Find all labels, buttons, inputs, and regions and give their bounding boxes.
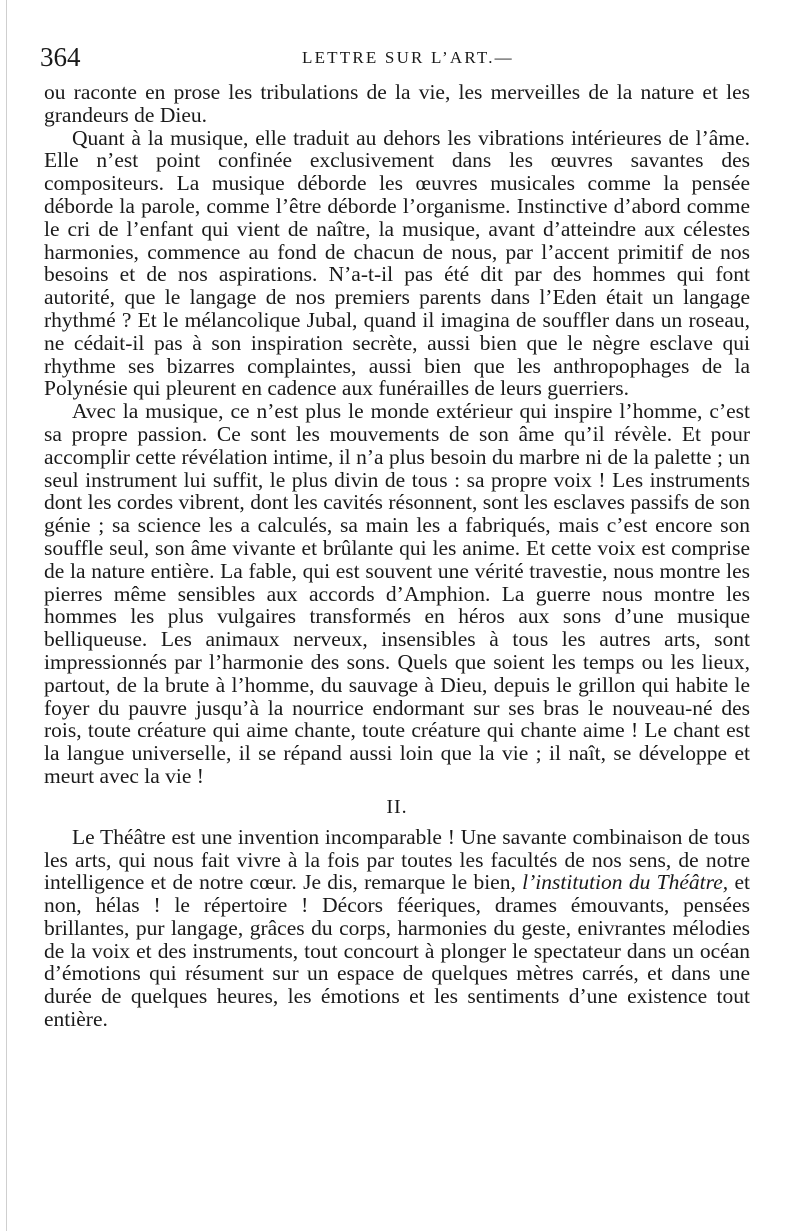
paragraph-music: Quant à la musique, elle traduit au dehors les vibrations intérieures de l’âme. Elle n’est point confinée exclusivement dans les œuvres savantes des compositeurs. La musique déborde les œuvres musicales comme la pensée déborde la parole, comme l’être déborde l’organisme. Instinctive d’abord comme le cri de l’enfant qui vient de naître, la musique, avant d’atteindre aux célestes harmonies, commence au fond de chacun de nous, par l’accent primitif de nos besoins et de nos aspirations. N’a-t-il pas été dit par des hommes qui font autorité, que le langage de nos premiers parents dans l’Eden était un langage rhythmé ? Et le mélancolique Jubal, quand il imagina de souffler dans un roseau, ne cédait-il pas à son inspiration secrète, aussi bien que le nègre esclave qui rhythme ses bizarres complaintes, aussi bien que les anthropophages de la Polynésie qui pleurent en cadence aux funérailles de leurs guerriers. [44, 125, 750, 401]
page-edge-line [6, 0, 7, 1231]
paragraph-voice: Avec la musique, ce n’est plus le monde extérieur qui inspire l’homme, c’est sa propre passion. Ce sont les mouvements de son âme qu’il révèle. Et pour accomplir cette révélation intime, il n’a plus besoin du marbre ni de la palette ; un seul instrument lui suffit, le plus divin de tous : sa propre voix ! Les instruments dont les cordes vibrent, dont les cavités résonnent, sont les esclaves passifs de son génie ; sa science les a calculés, sa main les a fabriqués, mais c’est encore son souffle seul, son âme vivante et brûlante qui les anime. Et cette voix est comprise de la nature entière. La fable, qui est souvent une vérité travestie, nous montre les pierres même sensibles aux accords d’Amphion. La guerre nous montre les hommes les plus vulgaires transformés en héros aux sons d’une musique belliqueuse. Les animaux nerveux, insensibles à tous les autres arts, sont impressionnés par l’harmonie des sons. Quels que soient les temps ou les lieux, partout, de la brute à l’homme, du sauvage à Dieu, depuis le grillon qui habite le foyer du pauvre jusqu’à la nourrice endormant sur ses bras le nouveau-né des rois, toute créature qui aime chante, toute créature qui chante aime ! Le chant est la langue universelle, il se répand aussi loin que la vie ; il naît, se développe et meurt avec la vie ! [44, 399, 750, 788]
page-header [40, 40, 760, 74]
section-heading: II. [386, 795, 408, 818]
theatre-text-after: et non, hélas ! le répertoire ! Décors féeriques, drames émouvants, pensées brillantes, pur langage, grâces du corps, harmonies du geste, enivrantes mélodies de la voix et des instruments, tout concourt à plonger le spectateur dans un océan d’émotions qui résument sur un espace de quelques mètres carrés, et dans une durée de quelques heures, les émotions et les sentiments d’une existence tout entière. [44, 870, 750, 1032]
page-number: 364 [40, 42, 81, 72]
body-text [44, 81, 750, 1031]
theatre-text-before: Le Théâtre est une invention incomparable ! Une savante combinaison de tous les arts, qui nous fait vivre à la fois par toutes les facultés de nos sens, de notre intelligence et de notre cœur. Je dis, remarque le bien, [44, 824, 750, 895]
paragraph-theatre [44, 826, 750, 1031]
running-title: LETTRE SUR L’ART.— [302, 48, 514, 67]
theatre-italic-phrase: l’institution du Théâtre, [522, 870, 729, 895]
paragraph-continuation: ou raconte en prose les tribulations de la vie, les merveilles de la nature et les grandeurs de Dieu. [44, 80, 750, 127]
